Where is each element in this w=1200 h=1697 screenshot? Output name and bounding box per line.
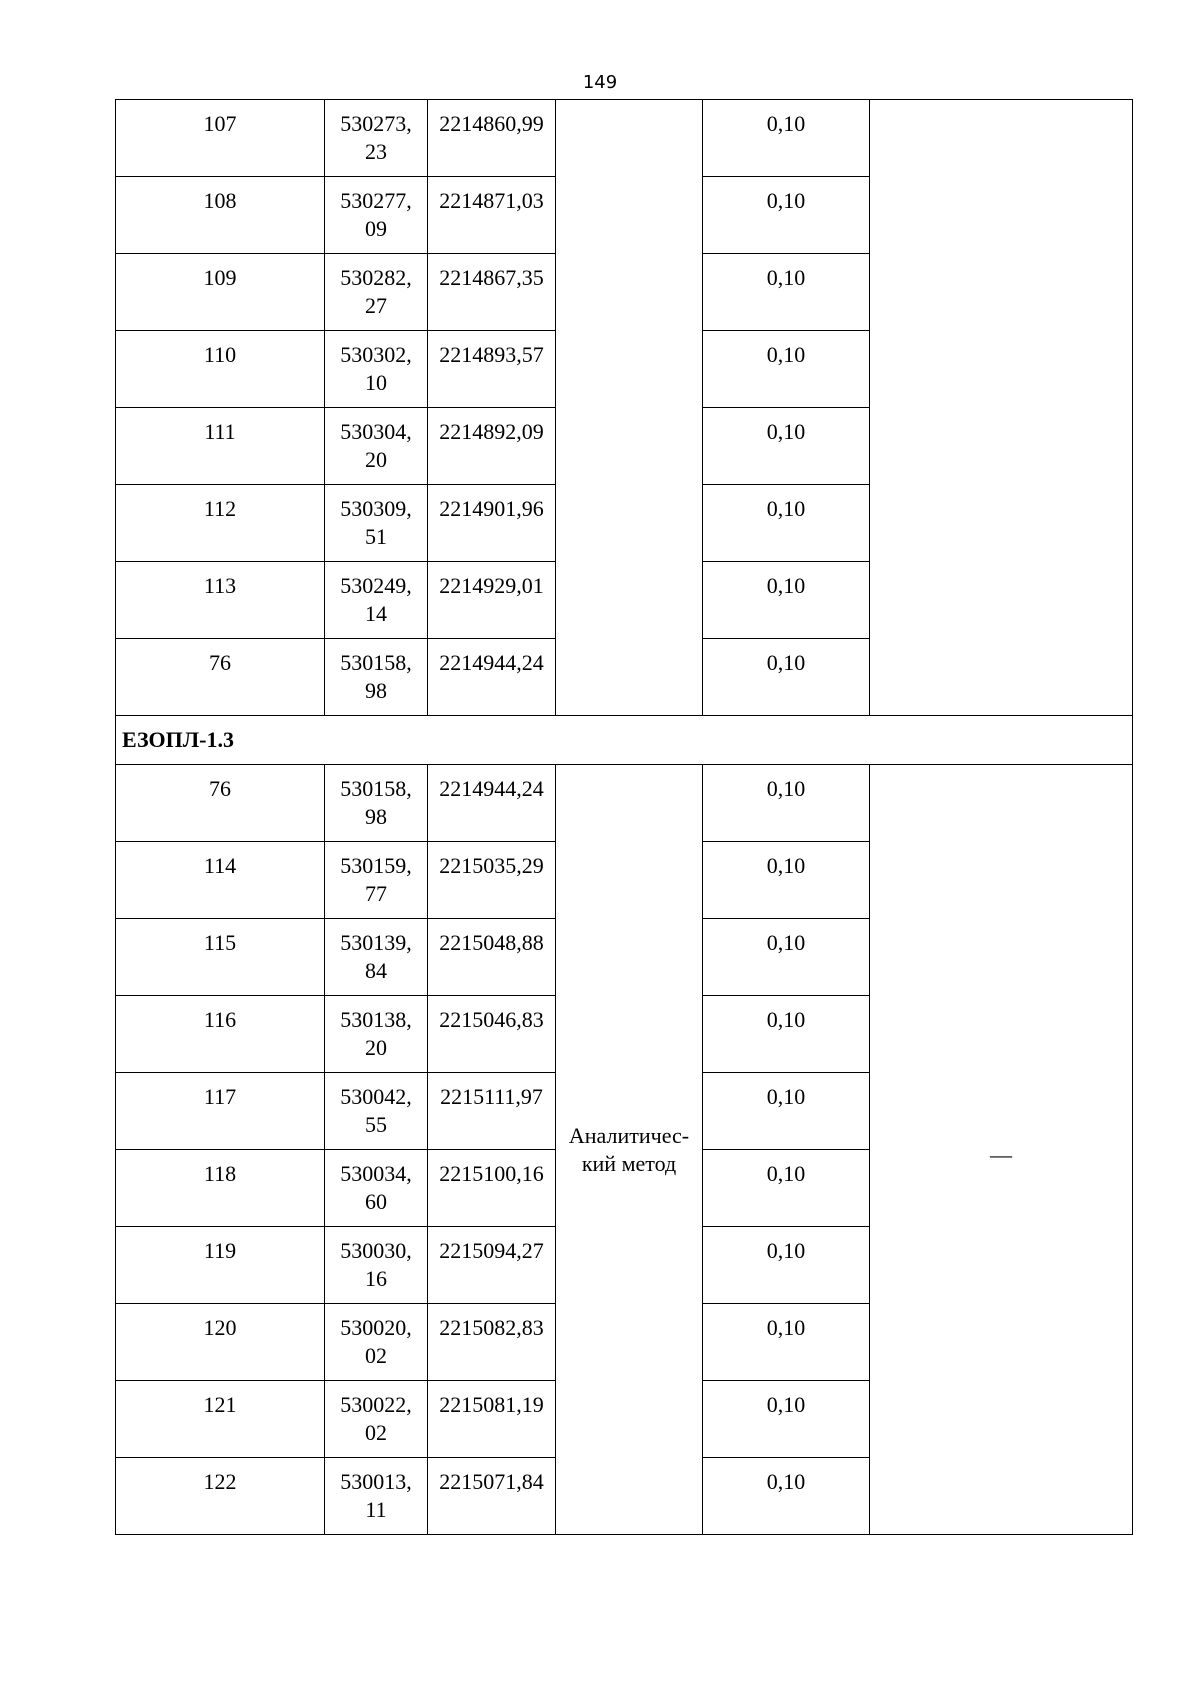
y-coordinate-cell: 2215094,27 bbox=[428, 1227, 556, 1304]
accuracy-cell: 0,10 bbox=[703, 408, 870, 485]
accuracy-cell: 0,10 bbox=[703, 1073, 870, 1150]
accuracy-cell: 0,10 bbox=[703, 1381, 870, 1458]
y-coordinate-cell: 2214944,24 bbox=[428, 639, 556, 716]
accuracy-cell: 0,10 bbox=[703, 100, 870, 177]
point-number-cell: 117 bbox=[116, 1073, 325, 1150]
point-number-cell: 76 bbox=[116, 765, 325, 842]
point-number-cell: 112 bbox=[116, 485, 325, 562]
method-cell: Аналитичес-кий метод bbox=[556, 765, 703, 1535]
y-coordinate-cell: 2214944,24 bbox=[428, 765, 556, 842]
accuracy-cell: 0,10 bbox=[703, 562, 870, 639]
note-cell-empty bbox=[870, 100, 1133, 716]
coordinates-table-body bbox=[116, 100, 1133, 1535]
x-coordinate-cell: 530277,09 bbox=[325, 177, 428, 254]
accuracy-cell: 0,10 bbox=[703, 1150, 870, 1227]
y-coordinate-cell: 2214893,57 bbox=[428, 331, 556, 408]
accuracy-cell: 0,10 bbox=[703, 177, 870, 254]
y-coordinate-cell: 2214871,03 bbox=[428, 177, 556, 254]
y-coordinate-cell: 2215100,16 bbox=[428, 1150, 556, 1227]
accuracy-cell: 0,10 bbox=[703, 919, 870, 996]
point-number-cell: 108 bbox=[116, 177, 325, 254]
point-number-cell: 76 bbox=[116, 639, 325, 716]
page-number: 149 bbox=[582, 72, 618, 93]
y-coordinate-cell: 2214860,99 bbox=[428, 100, 556, 177]
point-number-cell: 110 bbox=[116, 331, 325, 408]
accuracy-cell: 0,10 bbox=[703, 1458, 870, 1535]
x-coordinate-cell: 530139,84 bbox=[325, 919, 428, 996]
x-coordinate-cell: 530013,11 bbox=[325, 1458, 428, 1535]
accuracy-cell: 0,10 bbox=[703, 765, 870, 842]
accuracy-cell: 0,10 bbox=[703, 254, 870, 331]
point-number-cell: 119 bbox=[116, 1227, 325, 1304]
y-coordinate-cell: 2215046,83 bbox=[428, 996, 556, 1073]
x-coordinate-cell: 530302,10 bbox=[325, 331, 428, 408]
point-number-cell: 121 bbox=[116, 1381, 325, 1458]
point-number-cell: 111 bbox=[116, 408, 325, 485]
x-coordinate-cell: 530309,51 bbox=[325, 485, 428, 562]
x-coordinate-cell: 530034,60 bbox=[325, 1150, 428, 1227]
point-number-cell: 113 bbox=[116, 562, 325, 639]
accuracy-cell: 0,10 bbox=[703, 996, 870, 1073]
coordinates-table bbox=[115, 99, 1133, 1535]
point-number-cell: 115 bbox=[116, 919, 325, 996]
table-row bbox=[116, 100, 1133, 177]
accuracy-cell: 0,10 bbox=[703, 842, 870, 919]
y-coordinate-cell: 2215081,19 bbox=[428, 1381, 556, 1458]
y-coordinate-cell: 2215035,29 bbox=[428, 842, 556, 919]
y-coordinate-cell: 2215082,83 bbox=[428, 1304, 556, 1381]
x-coordinate-cell: 530158,98 bbox=[325, 765, 428, 842]
y-coordinate-cell: 2215048,88 bbox=[428, 919, 556, 996]
x-coordinate-cell: 530159,77 bbox=[325, 842, 428, 919]
y-coordinate-cell: 2214901,96 bbox=[428, 485, 556, 562]
accuracy-cell: 0,10 bbox=[703, 331, 870, 408]
x-coordinate-cell: 530022,02 bbox=[325, 1381, 428, 1458]
x-coordinate-cell: 530020,02 bbox=[325, 1304, 428, 1381]
accuracy-cell: 0,10 bbox=[703, 1304, 870, 1381]
x-coordinate-cell: 530138,20 bbox=[325, 996, 428, 1073]
point-number-cell: 118 bbox=[116, 1150, 325, 1227]
note-cell: — bbox=[870, 765, 1133, 1535]
y-coordinate-cell: 2214929,01 bbox=[428, 562, 556, 639]
y-coordinate-cell: 2215071,84 bbox=[428, 1458, 556, 1535]
point-number-cell: 114 bbox=[116, 842, 325, 919]
point-number-cell: 109 bbox=[116, 254, 325, 331]
x-coordinate-cell: 530273,23 bbox=[325, 100, 428, 177]
section-title: ЕЗОПЛ-1.3 bbox=[116, 716, 1133, 765]
x-coordinate-cell: 530282,27 bbox=[325, 254, 428, 331]
accuracy-cell: 0,10 bbox=[703, 639, 870, 716]
accuracy-cell: 0,10 bbox=[703, 485, 870, 562]
point-number-cell: 116 bbox=[116, 996, 325, 1073]
y-coordinate-cell: 2214867,35 bbox=[428, 254, 556, 331]
y-coordinate-cell: 2215111,97 bbox=[428, 1073, 556, 1150]
accuracy-cell: 0,10 bbox=[703, 1227, 870, 1304]
x-coordinate-cell: 530030,16 bbox=[325, 1227, 428, 1304]
x-coordinate-cell: 530042,55 bbox=[325, 1073, 428, 1150]
table-row bbox=[116, 765, 1133, 842]
x-coordinate-cell: 530304,20 bbox=[325, 408, 428, 485]
x-coordinate-cell: 530249,14 bbox=[325, 562, 428, 639]
method-cell-empty bbox=[556, 100, 703, 716]
y-coordinate-cell: 2214892,09 bbox=[428, 408, 556, 485]
point-number-cell: 122 bbox=[116, 1458, 325, 1535]
x-coordinate-cell: 530158,98 bbox=[325, 639, 428, 716]
section-header-row bbox=[116, 716, 1133, 765]
point-number-cell: 107 bbox=[116, 100, 325, 177]
point-number-cell: 120 bbox=[116, 1304, 325, 1381]
